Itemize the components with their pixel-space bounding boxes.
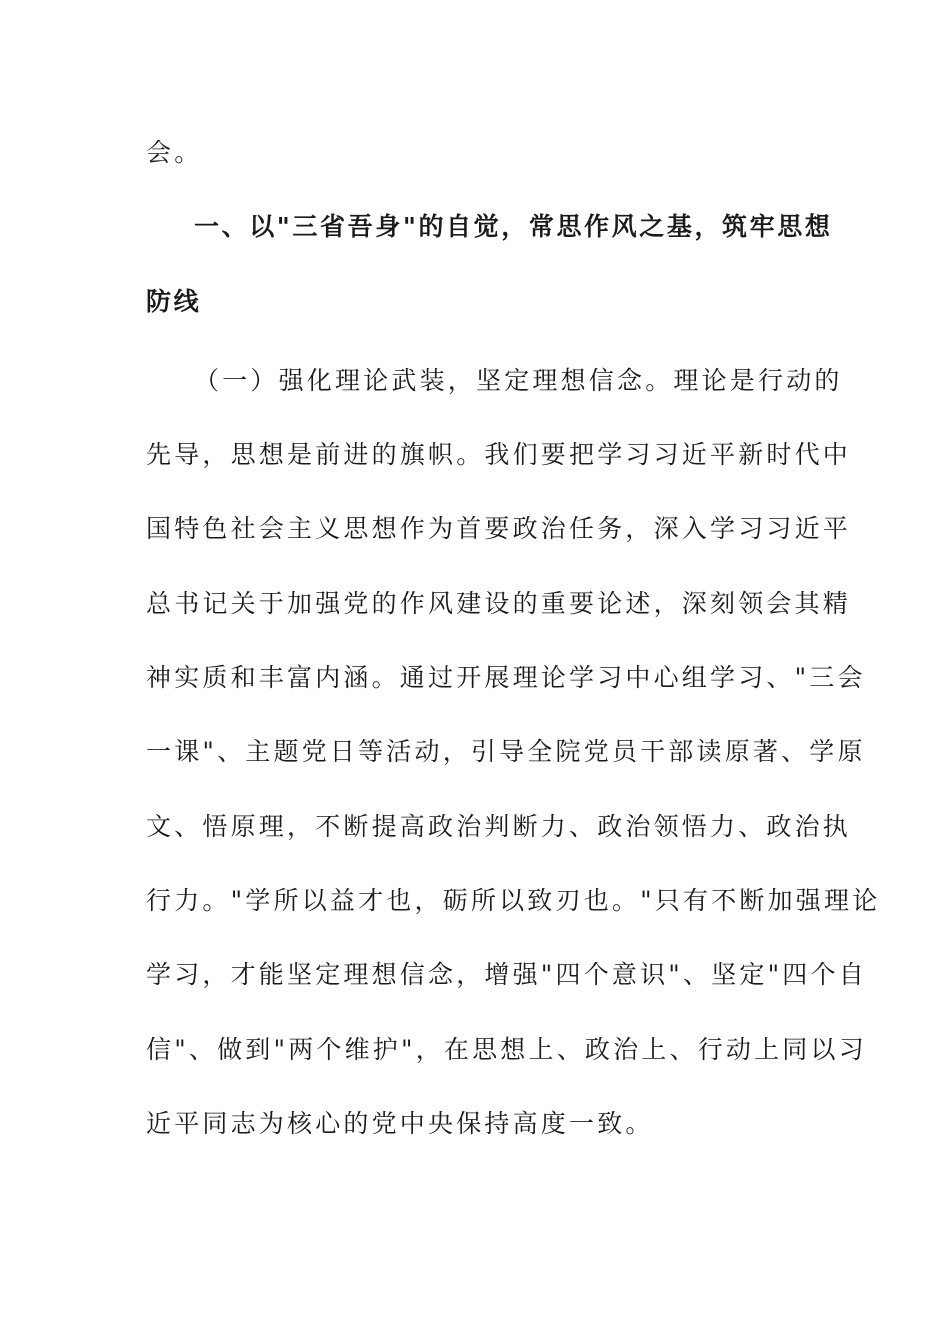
carryover-text-line: 会。 (146, 138, 203, 167)
paragraph-line: 总书记关于加强党的作风建设的重要论述，深刻领会其精 (146, 589, 852, 618)
paragraph-line: 近平同志为核心的党中央保持高度一致。 (146, 1109, 654, 1138)
paragraph-line: 学习，才能坚定理想信念，增强"四个意识"、坚定"四个自 (146, 960, 867, 989)
section-heading-line-2: 防线 (146, 287, 202, 316)
paragraph-line: 国特色社会主义思想作为首要政治任务，深入学习习近平 (146, 514, 852, 543)
paragraph-line: （一）强化理论武装，坚定理想信念。理论是行动的 (194, 366, 843, 395)
paragraph-line: 一课"、主题党日等活动，引导全院党员干部读原著、学原 (146, 737, 866, 766)
paragraph-line: 先导，思想是前进的旗帜。我们要把学习习近平新时代中 (146, 440, 852, 469)
section-heading-line-1: 一、以"三省吾身"的自觉，常思作风之基，筑牢思想 (194, 212, 833, 241)
paragraph-line: 行力。"学所以益才也，砺所以致刃也。"只有不断加强理论 (146, 886, 881, 915)
paragraph-line: 神实质和丰富内涵。通过开展理论学习中心组学习、"三会 (146, 663, 866, 692)
paragraph-line: 文、悟原理，不断提高政治判断力、政治领悟力、政治执 (146, 812, 852, 841)
paragraph-line: 信"、做到"两个维护"，在思想上、政治上、行动上同以习 (146, 1035, 867, 1064)
